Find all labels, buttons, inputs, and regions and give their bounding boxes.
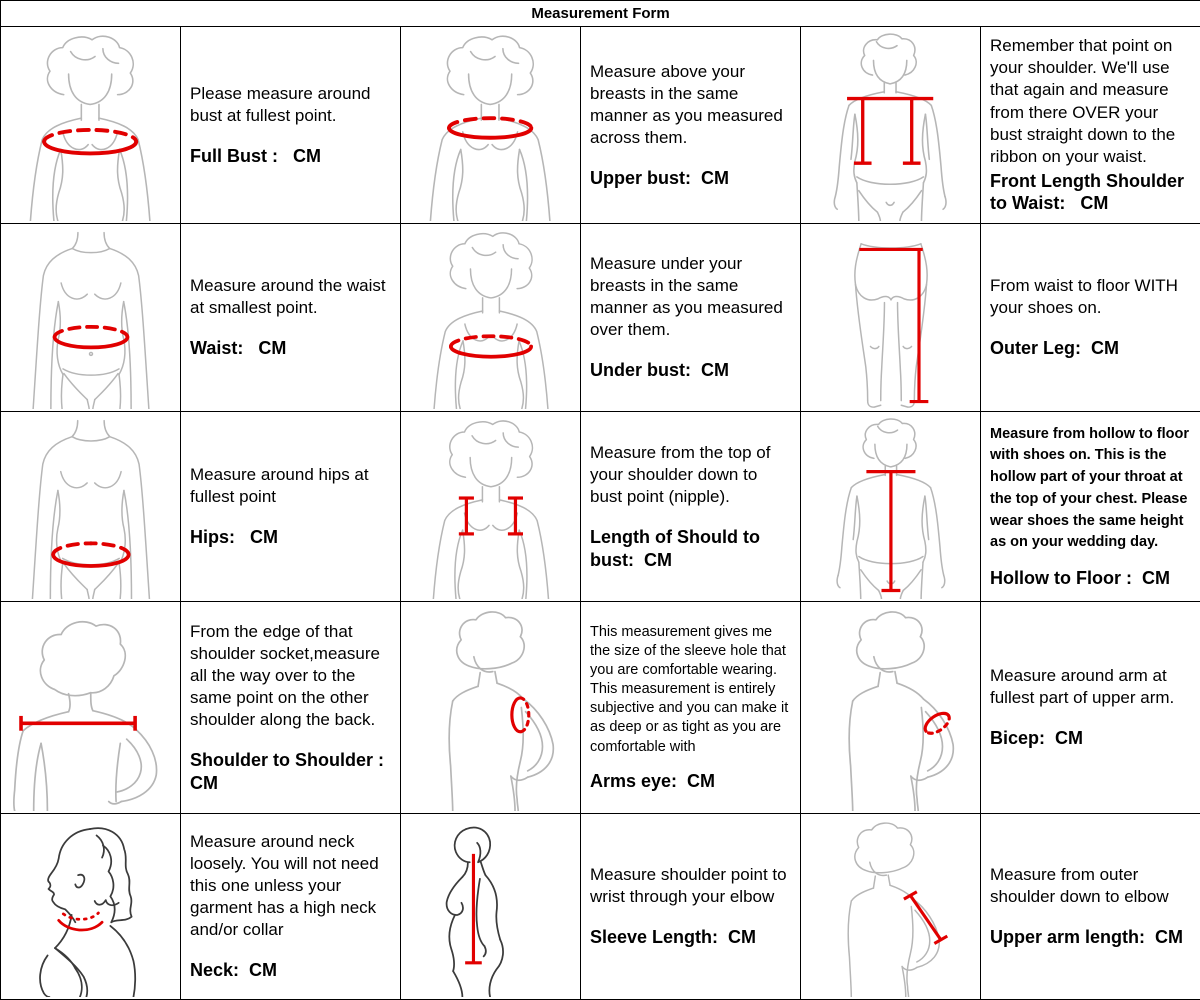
measurement-label: Waist: CM <box>190 338 287 359</box>
measurement-label: Hollow to Floor : CM <box>990 568 1170 588</box>
measurement-description: Measure under your breasts in the same manner as you measured over them. <box>590 254 783 340</box>
sleeve-length-figure <box>407 817 573 997</box>
text-cell <box>981 814 1200 1000</box>
measurement-description: Measure from the top of your shoulder down to bust point (nipple). <box>590 442 771 507</box>
table-row <box>1 412 1200 602</box>
measurement-description: Measure from outer shoulder down to elbow <box>990 865 1169 907</box>
bicep-figure <box>802 605 981 811</box>
figure-cell <box>1 224 181 412</box>
measurement-label: Length of Should to bust: CM <box>590 527 765 570</box>
page-title: Measurement Form <box>1 1 1200 27</box>
measurement-description: Measure from hollow to floor with shoes on. This is the hollow part of your throat at the top of your chest. Please wear shoes the same height as on your wedding day. <box>990 425 1189 551</box>
upper-bust-figure <box>402 30 578 221</box>
measurement-label: Shoulder to Shoulder : CM <box>190 750 390 793</box>
text-cell <box>581 224 801 412</box>
figure-cell <box>401 27 581 224</box>
measurement-description: Measure around hips at fullest point <box>190 465 369 507</box>
text-cell <box>181 814 401 1000</box>
measurement-description: Remember that point on your shoulder. We'll use that again and measure from there OVER your bust straight down to the ribbon on your waist. <box>990 36 1176 166</box>
figure-cell <box>801 814 981 1000</box>
figure-cell <box>401 814 581 1000</box>
table-row <box>1 814 1200 1000</box>
measurement-label: Upper arm length: CM <box>990 927 1184 948</box>
shoulder-to-shoulder-figure <box>2 605 181 811</box>
measurement-description: Measure around the waist at smallest point. <box>190 276 386 318</box>
figure-cell <box>1 814 181 1000</box>
front-length-shoulder-to-waist-figure <box>802 30 978 221</box>
measurement-label: Upper bust: CM <box>590 167 729 188</box>
figure-cell <box>1 27 181 224</box>
neck-figure <box>7 817 173 997</box>
figure-cell <box>801 602 981 814</box>
measurement-label: Neck: CM <box>190 960 278 981</box>
table-row <box>1 224 1200 412</box>
measurement-description: Measure around neck loosely. You will not need this one unless your garment has a high neck and/or collar <box>190 832 379 940</box>
text-cell <box>181 224 401 412</box>
measurement-label: Arms eye: CM <box>590 770 716 791</box>
under-bust-figure <box>407 227 575 409</box>
figure-cell <box>401 412 581 602</box>
table-row <box>1 602 1200 814</box>
text-cell <box>181 602 401 814</box>
figure-cell <box>801 27 981 224</box>
measurement-description: Measure shoulder point to wrist through your elbow <box>590 865 787 907</box>
measurement-description: From the edge of that shoulder socket,measure all the way over to the same point on the other shoulder along the back. <box>190 621 380 730</box>
hips-figure <box>6 415 176 599</box>
hollow-to-floor-figure <box>806 415 976 599</box>
text-cell <box>581 27 801 224</box>
figure-cell <box>801 412 981 602</box>
measurement-description: From waist to floor WITH your shoes on. <box>990 276 1178 318</box>
measurement-description: This measurement gives me the size of the sleeve hole that you are comfortable wearing. This measurement is entirely subjective and you can make it as deep or as tight as you are comfortable with <box>590 623 789 755</box>
figure-cell <box>401 224 581 412</box>
measurement-description: Please measure around bust at fullest point. <box>190 83 371 125</box>
outer-leg-figure <box>807 227 975 409</box>
text-cell <box>181 412 401 602</box>
text-cell <box>581 602 801 814</box>
measurement-label: Outer Leg: CM <box>990 338 1119 359</box>
measurement-label: Bicep: CM <box>990 728 1084 749</box>
text-cell <box>181 27 401 224</box>
measurement-label: Hips: CM <box>190 527 278 548</box>
measurement-label: Front Length Shoulder to Waist: CM <box>990 170 1189 214</box>
text-cell <box>981 224 1200 412</box>
figure-cell <box>801 224 981 412</box>
table-row <box>1 27 1200 224</box>
measurement-description: Measure around arm at fullest part of upper arm. <box>990 666 1175 708</box>
measurement-label: Sleeve Length: CM <box>590 927 757 948</box>
text-cell <box>581 814 801 1000</box>
measurement-label: Full Bust : CM <box>190 145 321 166</box>
full-bust-figure <box>2 30 178 221</box>
figure-cell <box>401 602 581 814</box>
arms-eye-figure <box>402 605 581 811</box>
waist-figure <box>7 227 175 409</box>
figure-cell <box>1 602 181 814</box>
text-cell <box>581 412 801 602</box>
text-cell <box>981 602 1200 814</box>
measurement-description: Measure above your breasts in the same manner as you measured across them. <box>590 61 783 147</box>
text-cell <box>981 27 1200 224</box>
upper-arm-length-figure <box>807 817 973 997</box>
measurement-label: Under bust: CM <box>590 360 729 381</box>
text-cell <box>981 412 1200 602</box>
shoulder-to-bust-figure <box>406 415 576 599</box>
figure-cell <box>1 412 181 602</box>
